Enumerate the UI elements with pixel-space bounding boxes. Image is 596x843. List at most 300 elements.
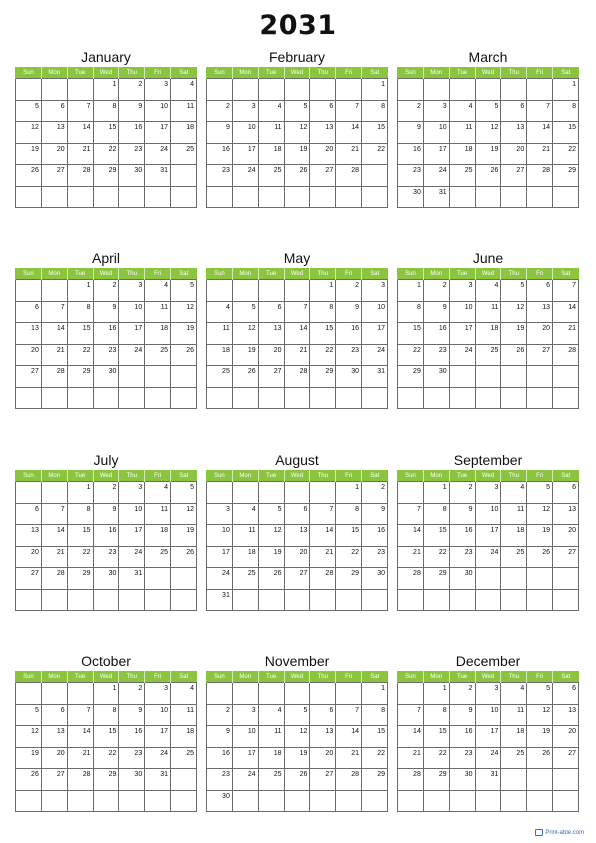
day-number: 6: [329, 102, 334, 110]
day-cell: [310, 747, 336, 769]
day-cell: [527, 589, 553, 611]
day-number: 24: [464, 346, 473, 354]
day-cell: [16, 366, 42, 388]
day-number: 25: [186, 145, 194, 153]
day-number: 28: [413, 771, 421, 778]
day-number: 19: [516, 325, 525, 332]
day-number: 1: [416, 282, 421, 289]
day-cell: [145, 589, 171, 611]
day-cell: [501, 280, 527, 302]
day-cell: [232, 589, 258, 611]
day-number: 3: [138, 282, 143, 289]
day-number: 30: [464, 771, 473, 778]
day-cell: [553, 100, 579, 122]
day-cell: [93, 769, 119, 791]
day-cell: [93, 726, 119, 748]
day-number: 26: [273, 570, 282, 577]
day-cell: [93, 387, 119, 409]
day-number: 29: [325, 368, 334, 375]
day-cell: [501, 366, 527, 388]
day-cell: [93, 366, 119, 388]
day-cell: [67, 323, 93, 345]
day-cell: [423, 546, 449, 568]
day-number: 14: [56, 325, 65, 332]
logo-text: Print-able.com: [545, 830, 584, 836]
week-row: [207, 683, 388, 705]
day-number: 5: [546, 685, 551, 692]
day-cell: [310, 323, 336, 345]
day-cell: [475, 704, 501, 726]
day-number: 25: [273, 771, 282, 778]
day-cell: [207, 387, 233, 409]
day-number: 20: [56, 749, 65, 757]
day-number: 24: [160, 145, 169, 153]
day-cell: [284, 79, 310, 101]
day-cell: [423, 568, 449, 590]
week-row: [16, 525, 197, 547]
day-number: 18: [160, 527, 169, 534]
day-number: 26: [516, 346, 525, 354]
day-cell: [449, 301, 475, 323]
day-number: 1: [86, 484, 91, 491]
day-cell: [145, 482, 171, 504]
day-number: 22: [413, 346, 421, 354]
day-cell: [527, 726, 553, 748]
week-row: [207, 589, 388, 611]
day-cell: [93, 568, 119, 590]
day-cell: [207, 589, 233, 611]
day-number: 13: [31, 325, 39, 332]
day-number: 3: [468, 282, 473, 289]
day-number: 11: [491, 303, 499, 311]
day-cell: [41, 525, 67, 547]
month-december: [397, 652, 579, 812]
day-number: 24: [134, 548, 143, 556]
month-table: [206, 470, 388, 611]
day-cell: [398, 366, 424, 388]
day-cell: [67, 387, 93, 409]
day-cell: [258, 704, 284, 726]
day-cell: [41, 186, 67, 208]
day-cell: [475, 143, 501, 165]
day-cell: [449, 79, 475, 101]
day-cell: [362, 726, 388, 748]
day-number: 9: [468, 706, 473, 714]
day-cell: [284, 568, 310, 590]
day-number: 5: [546, 484, 551, 491]
calendar-year-title: 2031: [259, 10, 337, 41]
day-cell: [232, 769, 258, 791]
printer-icon: [535, 829, 543, 836]
weekday-header-row: [207, 470, 388, 482]
day-number: 19: [31, 145, 39, 153]
week-row: [398, 122, 579, 144]
day-number: 2: [355, 282, 360, 289]
week-row: [207, 79, 388, 101]
day-cell: [475, 79, 501, 101]
day-number: 18: [222, 346, 230, 354]
month-february: [206, 48, 388, 208]
day-number: 23: [464, 548, 473, 556]
weekday-label: Tue: [258, 470, 284, 482]
day-cell: [93, 589, 119, 611]
day-number: 3: [442, 102, 447, 110]
day-number: 29: [108, 167, 117, 174]
day-cell: [171, 165, 197, 187]
day-cell: [16, 143, 42, 165]
day-number: 18: [516, 728, 525, 735]
day-number: 14: [542, 124, 551, 131]
day-number: 10: [222, 527, 230, 534]
day-cell: [423, 683, 449, 705]
day-cell: [398, 122, 424, 144]
day-cell: [284, 366, 310, 388]
day-cell: [475, 387, 501, 409]
day-number: 28: [299, 368, 308, 375]
day-number: 8: [112, 706, 117, 714]
week-row: [398, 525, 579, 547]
month-may: [206, 249, 388, 409]
day-cell: [16, 323, 42, 345]
day-number: 12: [31, 124, 39, 131]
day-cell: [258, 568, 284, 590]
day-cell: [41, 726, 67, 748]
month-table: [397, 671, 579, 812]
day-number: 15: [82, 527, 91, 534]
day-cell: [423, 726, 449, 748]
day-cell: [527, 747, 553, 769]
day-number: 2: [138, 685, 143, 692]
day-cell: [398, 704, 424, 726]
week-row: [398, 726, 579, 748]
day-cell: [501, 525, 527, 547]
day-cell: [398, 165, 424, 187]
day-number: 13: [516, 124, 525, 131]
day-number: 1: [442, 484, 447, 491]
day-number: 10: [490, 505, 499, 513]
week-row: [398, 79, 579, 101]
day-cell: [423, 100, 449, 122]
day-cell: [258, 589, 284, 611]
day-cell: [501, 503, 527, 525]
day-number: 27: [568, 548, 576, 556]
day-cell: [207, 546, 233, 568]
day-number: 14: [56, 527, 65, 534]
weekday-label: Sat: [171, 67, 197, 79]
day-number: 20: [273, 346, 282, 354]
weekday-label: Wed: [93, 671, 119, 683]
day-cell: [553, 387, 579, 409]
day-number: 28: [56, 570, 65, 577]
day-cell: [362, 280, 388, 302]
day-cell: [336, 280, 362, 302]
day-number: 4: [520, 685, 525, 692]
month-table: [15, 67, 197, 208]
day-number: 14: [82, 728, 91, 735]
day-number: 15: [568, 124, 576, 131]
day-cell: [501, 683, 527, 705]
week-row: [398, 482, 579, 504]
day-number: 25: [490, 346, 499, 354]
day-cell: [119, 726, 145, 748]
day-cell: [145, 704, 171, 726]
day-number: 16: [464, 728, 473, 735]
day-cell: [258, 726, 284, 748]
day-number: 15: [377, 728, 385, 735]
day-cell: [553, 747, 579, 769]
day-number: 17: [160, 728, 169, 735]
day-cell: [449, 589, 475, 611]
month-name: April: [91, 250, 120, 266]
month-table: [397, 470, 579, 611]
day-number: 14: [325, 527, 334, 534]
day-cell: [171, 769, 197, 791]
day-number: 22: [82, 346, 91, 354]
day-cell: [398, 525, 424, 547]
day-cell: [145, 387, 171, 409]
weekday-label: Fri: [527, 268, 553, 280]
day-cell: [145, 747, 171, 769]
week-row: [16, 301, 197, 323]
day-cell: [41, 387, 67, 409]
day-number: 9: [112, 505, 117, 513]
day-number: 16: [134, 728, 143, 735]
day-cell: [258, 79, 284, 101]
day-cell: [119, 280, 145, 302]
day-cell: [449, 143, 475, 165]
day-cell: [336, 122, 362, 144]
day-cell: [145, 186, 171, 208]
weekday-label: Sun: [16, 67, 42, 79]
day-cell: [310, 589, 336, 611]
day-cell: [232, 704, 258, 726]
day-cell: [258, 344, 284, 366]
day-cell: [232, 165, 258, 187]
day-number: 27: [56, 771, 65, 778]
day-cell: [258, 143, 284, 165]
weekday-label: Sat: [553, 67, 579, 79]
day-number: 4: [251, 505, 256, 513]
day-number: 1: [572, 81, 576, 88]
day-cell: [449, 387, 475, 409]
day-cell: [284, 100, 310, 122]
day-cell: [336, 323, 362, 345]
day-cell: [449, 747, 475, 769]
day-number: 7: [303, 303, 308, 311]
day-number: 26: [31, 167, 39, 174]
day-cell: [145, 525, 171, 547]
day-cell: [310, 503, 336, 525]
day-number: 16: [222, 145, 230, 153]
day-cell: [310, 546, 336, 568]
weekday-label: Mon: [41, 67, 67, 79]
day-cell: [362, 769, 388, 791]
day-cell: [553, 525, 579, 547]
week-row: [207, 704, 388, 726]
week-row: [16, 186, 197, 208]
day-number: 22: [438, 548, 447, 556]
day-number: 6: [546, 282, 551, 289]
day-cell: [41, 165, 67, 187]
day-number: 12: [299, 124, 308, 131]
day-cell: [41, 683, 67, 705]
week-row: [207, 165, 388, 187]
day-cell: [398, 790, 424, 812]
day-number: 11: [516, 706, 525, 714]
day-cell: [310, 186, 336, 208]
day-cell: [207, 344, 233, 366]
day-number: 24: [134, 346, 143, 354]
weekday-label: Thu: [119, 67, 145, 79]
day-number: 15: [108, 124, 117, 131]
day-cell: [501, 186, 527, 208]
weekday-label: Sun: [207, 67, 233, 79]
day-number: 14: [351, 728, 360, 735]
day-number: 14: [413, 527, 421, 534]
day-number: 1: [112, 685, 117, 692]
day-cell: [16, 280, 42, 302]
day-number: 19: [273, 548, 282, 556]
day-number: 3: [138, 484, 143, 491]
weekday-label: Mon: [423, 67, 449, 79]
day-cell: [501, 100, 527, 122]
day-cell: [119, 589, 145, 611]
day-number: 14: [82, 124, 91, 131]
day-cell: [423, 482, 449, 504]
day-cell: [16, 79, 42, 101]
week-row: [16, 769, 197, 791]
day-cell: [119, 100, 145, 122]
day-cell: [284, 482, 310, 504]
day-number: 27: [273, 368, 282, 375]
day-cell: [336, 568, 362, 590]
weekday-header-row: [207, 67, 388, 79]
day-number: 3: [251, 706, 256, 714]
month-name: August: [275, 452, 319, 468]
day-number: 1: [381, 81, 385, 88]
week-row: [398, 589, 579, 611]
day-cell: [145, 79, 171, 101]
day-cell: [284, 589, 310, 611]
day-cell: [16, 704, 42, 726]
day-cell: [527, 143, 553, 165]
day-number: 9: [442, 303, 447, 311]
day-cell: [119, 482, 145, 504]
day-cell: [41, 323, 67, 345]
day-cell: [145, 790, 171, 812]
day-cell: [310, 79, 336, 101]
day-number: 15: [377, 124, 385, 131]
day-number: 12: [186, 505, 194, 513]
day-cell: [336, 100, 362, 122]
day-cell: [423, 301, 449, 323]
day-number: 24: [490, 749, 499, 757]
month-october: [15, 652, 197, 812]
weekday-label: Sun: [398, 67, 424, 79]
day-cell: [336, 589, 362, 611]
day-number: 11: [160, 303, 169, 311]
day-number: 3: [164, 685, 169, 692]
day-cell: [93, 186, 119, 208]
day-number: 22: [325, 346, 334, 354]
day-number: 26: [247, 368, 256, 375]
day-cell: [398, 503, 424, 525]
day-cell: [336, 186, 362, 208]
day-number: 28: [82, 771, 91, 778]
week-row: [398, 165, 579, 187]
day-cell: [232, 747, 258, 769]
weekday-label: Sat: [553, 470, 579, 482]
day-number: 24: [438, 167, 447, 174]
weekday-label: Fri: [145, 470, 171, 482]
day-cell: [16, 165, 42, 187]
day-number: 2: [381, 484, 385, 491]
day-number: 8: [86, 505, 91, 513]
day-cell: [41, 280, 67, 302]
day-number: 23: [351, 346, 360, 354]
day-cell: [310, 143, 336, 165]
weekday-label: Thu: [119, 671, 145, 683]
week-row: [207, 747, 388, 769]
day-cell: [171, 79, 197, 101]
day-number: 30: [108, 570, 117, 577]
day-cell: [145, 546, 171, 568]
month-name: June: [472, 250, 504, 266]
day-number: 13: [325, 124, 334, 131]
day-cell: [310, 769, 336, 791]
day-cell: [258, 186, 284, 208]
day-cell: [284, 747, 310, 769]
week-row: [16, 790, 197, 812]
day-cell: [449, 482, 475, 504]
day-number: 29: [82, 570, 91, 577]
day-number: 20: [299, 548, 308, 556]
day-cell: [41, 482, 67, 504]
weekday-label: Wed: [475, 470, 501, 482]
weekday-header-row: [16, 67, 197, 79]
day-number: 5: [303, 706, 308, 714]
day-cell: [527, 122, 553, 144]
day-number: 2: [112, 484, 117, 491]
day-cell: [336, 790, 362, 812]
day-cell: [145, 683, 171, 705]
weekday-label: Sat: [171, 671, 197, 683]
day-number: 23: [108, 346, 117, 354]
day-cell: [207, 79, 233, 101]
weekday-label: Sun: [16, 268, 42, 280]
day-number: 23: [134, 145, 143, 153]
weekday-label: Fri: [336, 268, 362, 280]
day-cell: [284, 301, 310, 323]
day-cell: [232, 482, 258, 504]
day-number: 24: [247, 771, 256, 778]
day-number: 11: [222, 325, 230, 332]
day-cell: [16, 100, 42, 122]
day-number: 13: [299, 527, 308, 534]
day-cell: [553, 769, 579, 791]
week-row: [16, 366, 197, 388]
month-name: October: [81, 653, 131, 669]
day-cell: [449, 790, 475, 812]
day-cell: [207, 704, 233, 726]
day-cell: [41, 366, 67, 388]
day-number: 29: [568, 167, 576, 174]
day-cell: [336, 143, 362, 165]
day-number: 9: [112, 303, 117, 311]
day-number: 24: [490, 548, 499, 556]
week-row: [398, 503, 579, 525]
day-number: 18: [186, 124, 194, 131]
